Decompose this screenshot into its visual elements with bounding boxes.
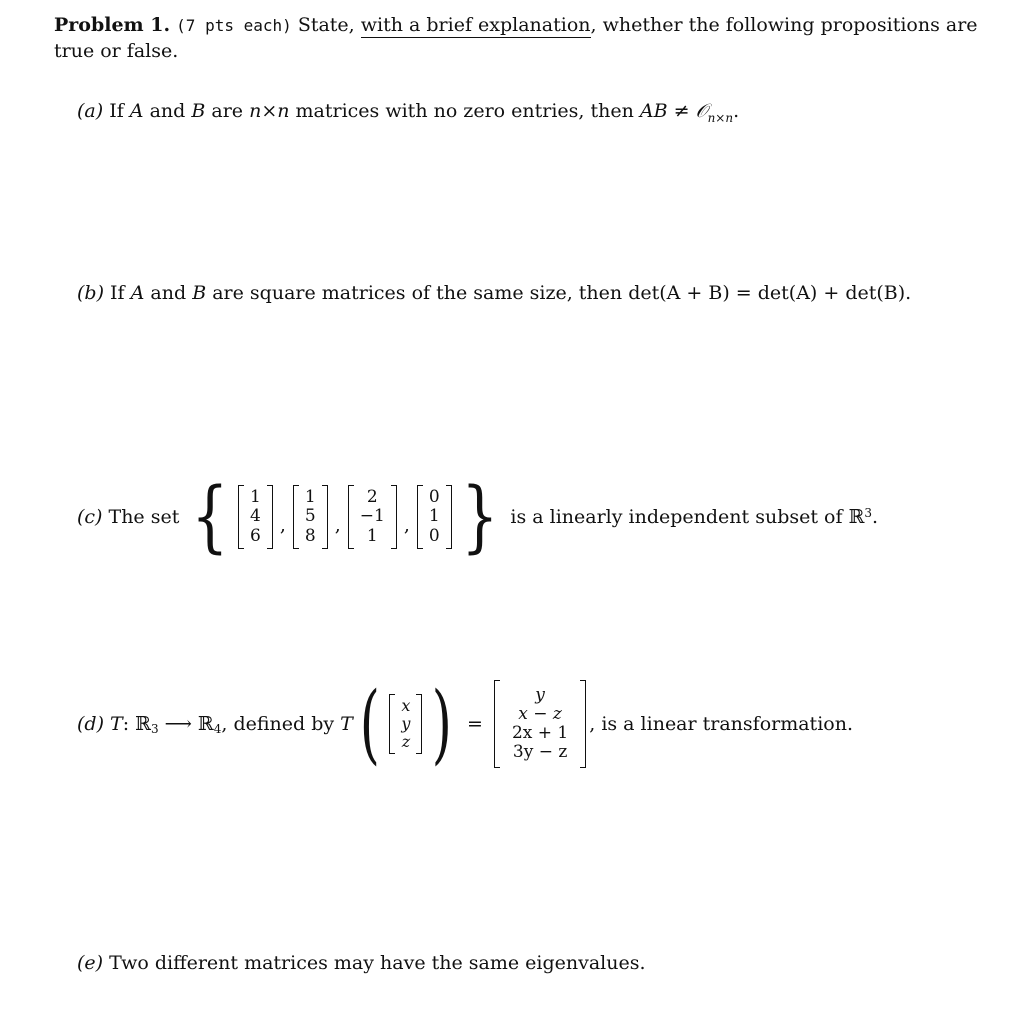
item-c-label: (c)	[77, 506, 103, 528]
output-vector	[494, 680, 586, 768]
product-ab: AB	[639, 100, 668, 122]
vector-entry: 2	[366, 487, 378, 508]
vector-entry: 6	[250, 525, 261, 546]
item-c-end: .	[872, 506, 879, 528]
problem-label: Problem 1.	[54, 14, 171, 36]
item-b-text: If	[110, 282, 125, 304]
var-b: B	[191, 100, 206, 122]
zero-matrix: 𝒪	[695, 100, 708, 122]
neq-symbol: ≠	[673, 100, 690, 122]
problem-underlined: with a brief explanation	[360, 14, 591, 36]
det-formula: det(A + B) = det(A) + det(B).	[628, 282, 912, 304]
zero-matrix-sub: n×n	[707, 110, 734, 125]
item-b-and: and	[150, 282, 187, 304]
vector-entry: x	[401, 696, 411, 716]
input-vector	[389, 694, 422, 754]
item-d-text: , defined by	[221, 713, 335, 736]
matrix-size: n×n	[249, 100, 290, 122]
vector-4	[417, 485, 452, 548]
domain-r: : ℝ	[122, 713, 151, 736]
var-a: A	[130, 282, 145, 304]
vector-entry: −1	[359, 506, 385, 527]
item-a-are: are	[211, 100, 244, 122]
reals-exponent: 3	[864, 506, 872, 520]
vector-entry: y	[535, 685, 545, 705]
vector-entry: y	[401, 714, 411, 734]
vector-entry: 3y − z	[512, 742, 568, 763]
vector-entry: 1	[428, 506, 440, 527]
vector-entry: x − z	[518, 704, 562, 725]
codomain-exponent: 4	[213, 722, 222, 736]
comma: ,	[334, 514, 341, 536]
item-a	[77, 100, 739, 125]
vector-entry: 0	[428, 525, 440, 546]
vector-entry: 5	[304, 506, 316, 527]
vector-entry: 4	[250, 506, 261, 527]
left-brace: {	[191, 472, 229, 562]
var-a: A	[129, 100, 144, 122]
vector-entry: 1	[366, 525, 378, 546]
item-d-label: (d)	[77, 713, 104, 736]
item-d-text2: , is a linear transformation.	[589, 713, 853, 736]
item-e-label: (e)	[77, 952, 104, 974]
var-b: B	[192, 282, 207, 304]
transform-t: T	[340, 713, 353, 736]
vector-entry: z	[401, 732, 411, 752]
vector-entry: 2x + 1	[511, 723, 569, 744]
item-a-text: If	[109, 100, 124, 122]
problem-points: (7 pts each)	[176, 16, 292, 35]
item-b	[77, 282, 911, 304]
comma: ,	[279, 514, 286, 536]
item-d	[77, 674, 853, 775]
vector-3	[348, 485, 397, 548]
item-c	[77, 472, 879, 562]
vector-entry: 1	[304, 487, 316, 508]
item-a-text2: matrices with no zero entries, then	[295, 100, 634, 122]
item-e	[77, 952, 646, 974]
vector-2	[293, 485, 328, 548]
item-b-text2: are square matrices of the same size, then	[212, 282, 623, 304]
item-a-and: and	[149, 100, 186, 122]
reals-symbol: ℝ	[848, 506, 865, 528]
item-a-label: (a)	[77, 100, 104, 122]
item-b-label: (b)	[77, 282, 104, 304]
transform-t: T	[110, 713, 123, 736]
item-e-text: Two different matrices may have the same eigenvalues.	[109, 952, 646, 974]
item-c-text: The set	[108, 506, 180, 528]
vector-entry: 8	[304, 525, 316, 546]
right-paren: )	[432, 674, 453, 775]
right-brace: }	[460, 472, 499, 562]
vector-1	[238, 485, 273, 548]
problem-line2: true or false.	[54, 40, 179, 62]
problem-text-after: , whether the following propositions are	[590, 14, 978, 36]
left-paren: (	[359, 674, 380, 775]
domain-exponent: 3	[150, 722, 159, 736]
equals-sign: =	[467, 713, 483, 736]
item-c-text2: is a linearly independent subset of	[510, 506, 843, 528]
map-arrow: ⟶ ℝ	[164, 713, 214, 736]
vector-entry: 1	[250, 487, 261, 508]
item-a-end: .	[733, 100, 740, 122]
problem-header	[54, 14, 978, 36]
problem-text-before: State,	[297, 14, 355, 36]
vector-entry: 0	[428, 487, 440, 508]
comma: ,	[403, 514, 410, 536]
